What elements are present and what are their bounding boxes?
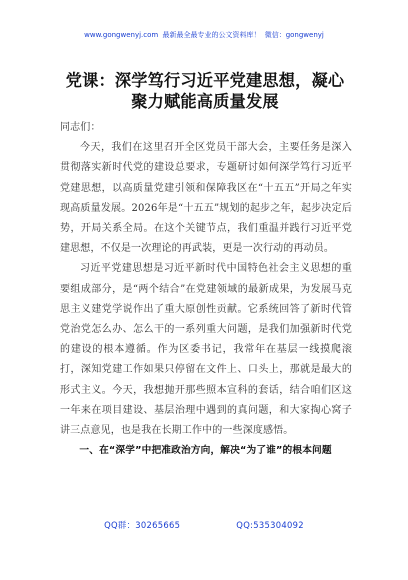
section-heading-1: 一、在“深学”中把准政治方向，解决“为了谁”的根本问题 [79,445,332,457]
header-wechat: 微信：gongwenyj [264,31,324,39]
header-website[interactable]: www.gongwenyj.com [84,31,159,39]
header-slogan: 最新最全最专业的公文资料库！ [162,31,261,39]
document-body [60,118,352,461]
footer-qq-group: QQ群：30265665 [104,520,181,530]
document-title: 党课：深学笃行习近平党建思想，凝心聚力赋能高质量发展 [65,71,345,111]
footer-qq: QQ:535304092 [236,520,304,530]
salutation: 同志们： [60,122,101,133]
paragraph-1: 今天，我们在这里召开全区党员干部大会，主要任务是深入贯彻落实新时代党的建设总要求，专题研讨如何深学笃行习近平党建思想，以高质量党建引领和保障我区在“十五五”开局之年实现高质量发展。2026年是“十五五”规划的起步之年，起步决定后势，开局关系全局。在这个关键节点，我们重温并践行习近平党建思想，不仅是一次理论的再武装，更是一次行动的再动员。 [60,142,352,255]
header-banner [0,30,408,40]
footer-contact [0,519,408,531]
paragraph-2: 习近平党建思想是习近平新时代中国特色社会主义思想的重要组成部分，是“两个结合”在党建领域的最新成果，为发展马克思主义建党学说作出了重大原创性贡献。它系统回答了新时代管党治党怎么办、怎么干的一系列重大问题，是我们加强新时代党的建设的根本遵循。作为区委书记，我常年在基层一线摸爬滚打，深知党建工作如果只停留在文件上、口头上，那就是最大的形式主义。今天，我想抛开那些照本宣科的套话，结合咱们区这一年来在项目建设、基层治理中遇到的真问题，和大家掏心窝子讲三点意见，也是我在长期工作中的一些深度感悟。 [60,263,352,437]
